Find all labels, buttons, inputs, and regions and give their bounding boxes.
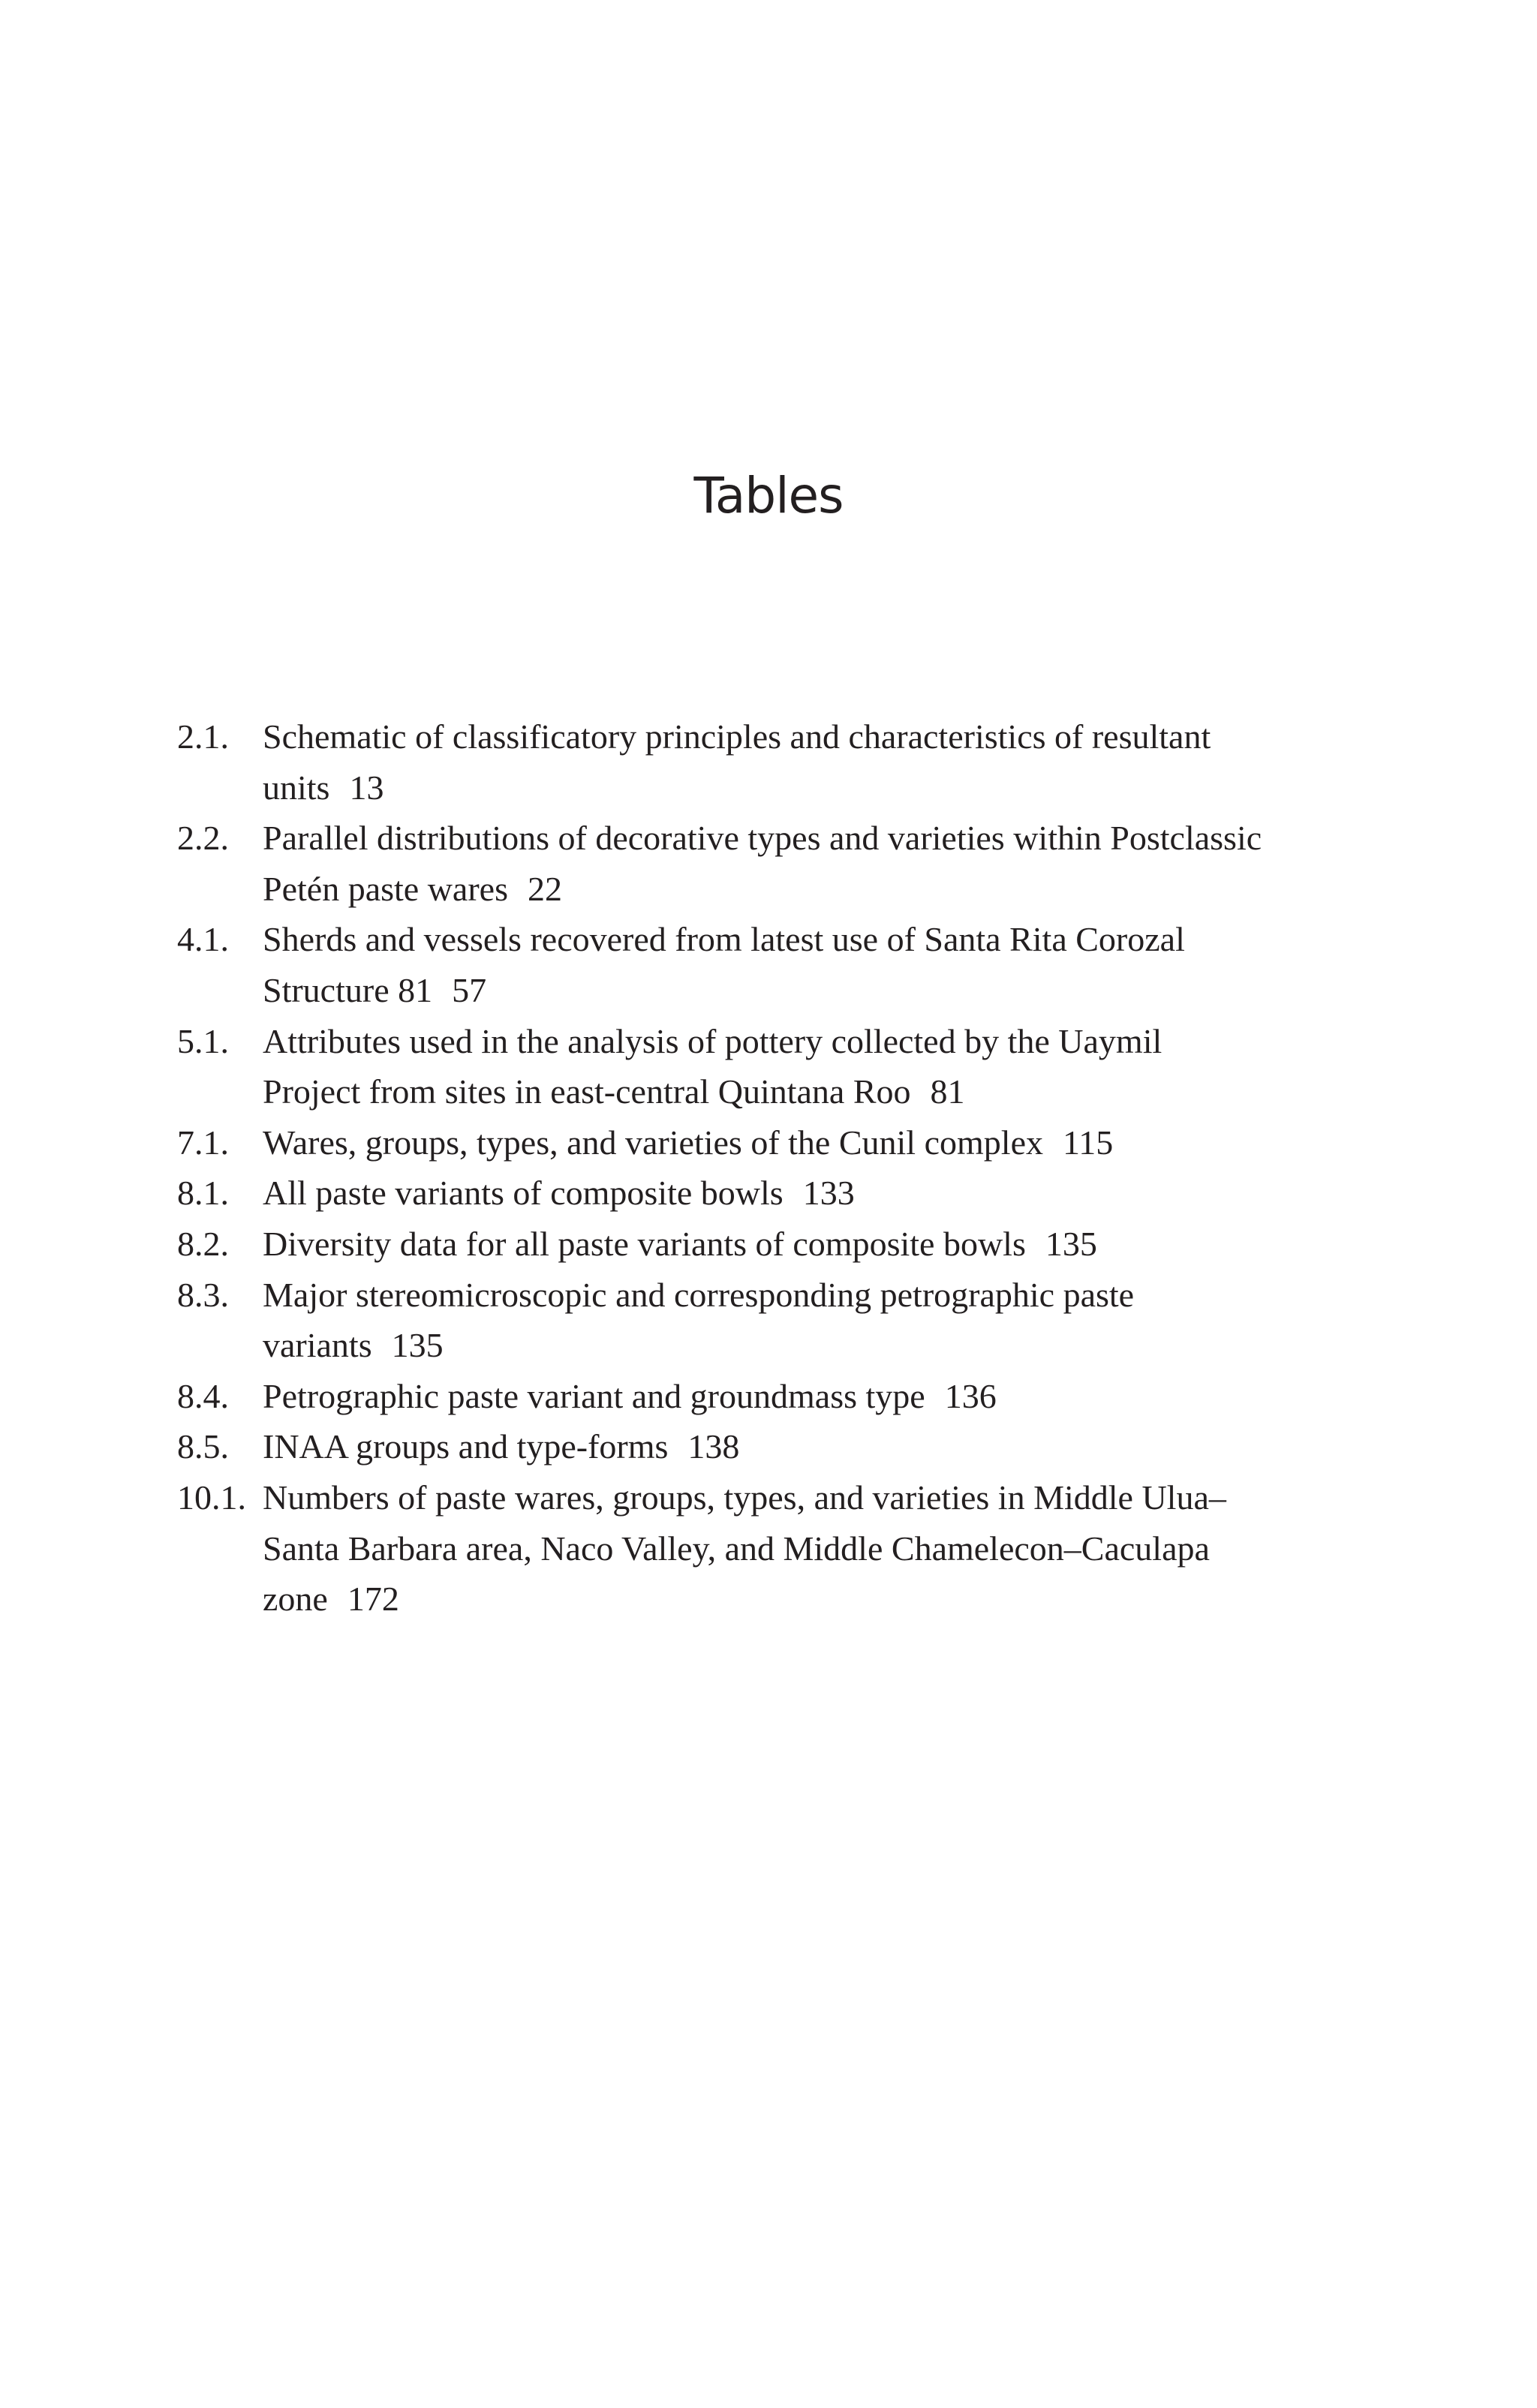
table-entry (177, 711, 1408, 813)
page-number: 81 (930, 1072, 965, 1111)
table-caption (263, 1421, 1366, 1472)
table-number: 2.2. (177, 819, 229, 858)
caption-line: Santa Barbara area, Naco Valley, and Middle Chamelecon–Caculapa (263, 1529, 1210, 1568)
table-number: 8.4. (177, 1376, 229, 1415)
table-entry (177, 914, 1408, 1015)
page-number: 133 (802, 1174, 855, 1213)
page-number: 115 (1063, 1123, 1114, 1162)
caption-line: zone (263, 1580, 328, 1619)
caption-line: Parallel distributions of decorative types and varieties within Postclassic (263, 819, 1262, 858)
table-number: 4.1. (177, 920, 229, 959)
page-number: 57 (452, 970, 487, 1009)
table-number: 8.1. (177, 1174, 229, 1213)
page-number: 135 (391, 1326, 444, 1365)
table-number: 10.1. (177, 1478, 246, 1517)
table-entry (177, 1371, 1408, 1422)
table-caption (263, 914, 1366, 1015)
caption-line: Project from sites in east-central Quintana Roo (263, 1072, 911, 1111)
page-number: 13 (349, 768, 384, 807)
table-entry (177, 1421, 1408, 1472)
page-number: 136 (944, 1376, 997, 1415)
table-number: 8.5. (177, 1427, 229, 1466)
table-number: 7.1. (177, 1123, 229, 1162)
table-caption (263, 1219, 1366, 1270)
caption-line: All paste variants of composite bowls (263, 1174, 784, 1213)
caption-line: Numbers of paste wares, groups, types, and varieties in Middle Ulua– (263, 1478, 1226, 1517)
caption-line: Wares, groups, types, and varieties of the Cunil complex (263, 1123, 1043, 1162)
table-number: 8.2. (177, 1224, 229, 1263)
table-entry (177, 1270, 1408, 1371)
table-caption (263, 1371, 1366, 1422)
table-list (177, 711, 1408, 1625)
page-title: Tables (693, 467, 844, 525)
table-caption (263, 711, 1366, 813)
caption-line: units (263, 768, 330, 807)
table-entry (177, 1016, 1408, 1117)
caption-line: Major stereomicroscopic and corresponding petrographic paste (263, 1275, 1135, 1314)
table-entry (177, 1219, 1408, 1270)
caption-line: variants (263, 1326, 372, 1365)
table-entry (177, 1472, 1408, 1625)
caption-line: Petrographic paste variant and groundmass type (263, 1376, 925, 1415)
page-number: 172 (347, 1580, 399, 1619)
caption-line: Schematic of classificatory principles and characteristics of resultant (263, 717, 1211, 756)
table-number: 2.1. (177, 717, 229, 756)
caption-line: Attributes used in the analysis of pottery collected by the Uaymil (263, 1021, 1163, 1060)
table-caption (263, 1117, 1366, 1168)
table-entry (177, 1117, 1408, 1168)
caption-line: Structure 81 (263, 970, 433, 1009)
caption-line: Sherds and vessels recovered from latest use of Santa Rita Corozal (263, 920, 1185, 959)
caption-line: Petén paste wares (263, 869, 508, 908)
table-caption (263, 1016, 1366, 1117)
caption-line: Diversity data for all paste variants of composite bowls (263, 1224, 1026, 1263)
table-number: 5.1. (177, 1021, 229, 1060)
table-caption (263, 813, 1366, 914)
page-number: 138 (687, 1427, 740, 1466)
caption-line: INAA groups and type-forms (263, 1427, 669, 1466)
table-caption (263, 1168, 1366, 1219)
page-number: 22 (528, 869, 562, 908)
table-entry (177, 813, 1408, 914)
table-entry (177, 1168, 1408, 1219)
table-caption (263, 1270, 1366, 1371)
table-number: 8.3. (177, 1275, 229, 1314)
table-caption (263, 1472, 1366, 1625)
page-number: 135 (1045, 1224, 1097, 1263)
